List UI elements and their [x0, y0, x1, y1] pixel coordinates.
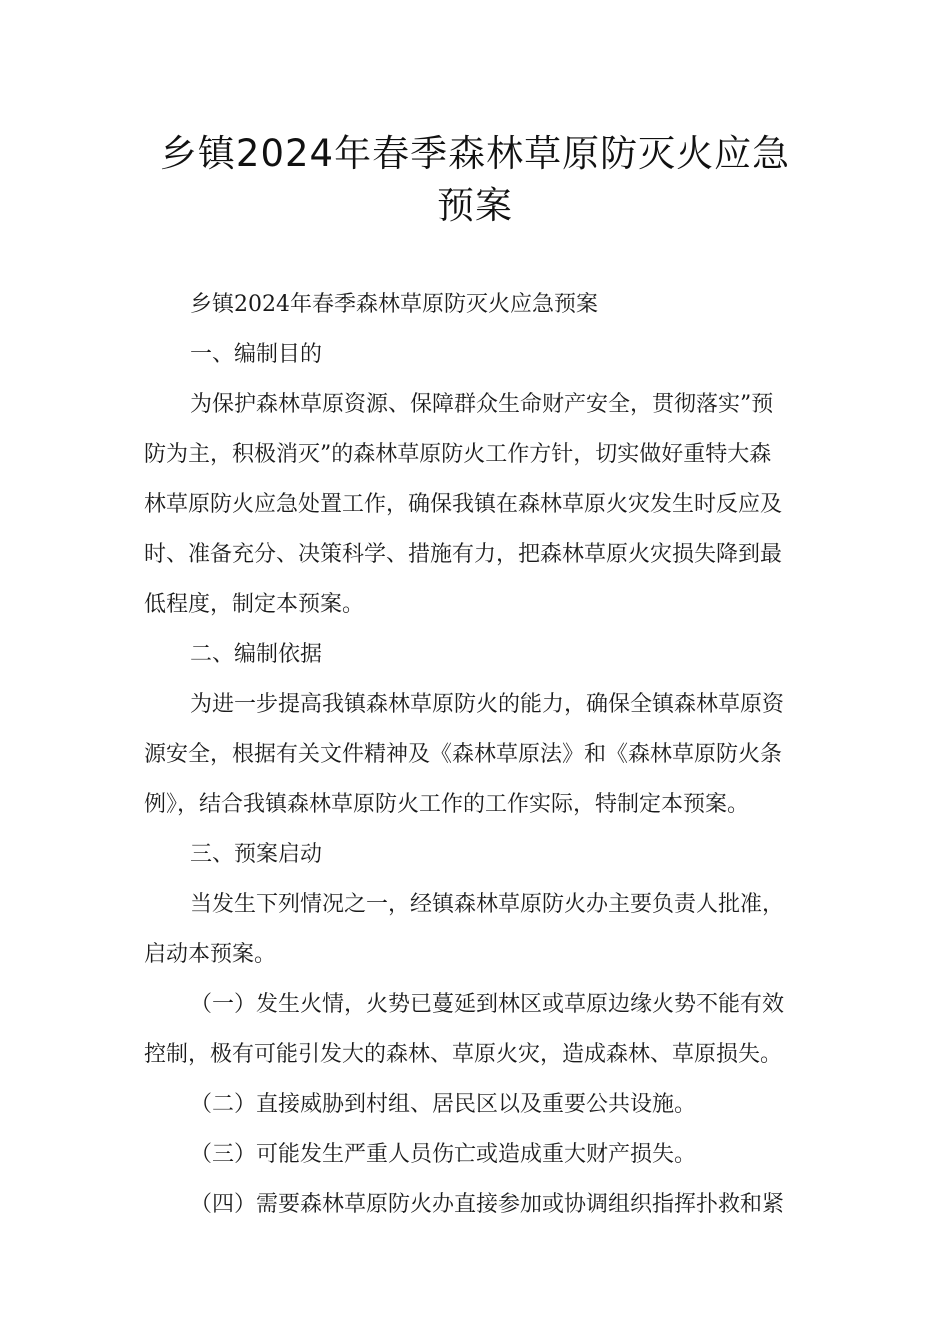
paragraph-purpose [144, 380, 808, 630]
section-heading-activation: 三、预案启动 [190, 842, 323, 867]
paragraph-line: 控制，极有可能引发大的森林、草原火灾，造成森林、草原损失。 [144, 1042, 783, 1067]
list-item-4: （四）需要森林草原防火办直接参加或协调组织指挥扑救和紧 [190, 1192, 785, 1217]
paragraph-line: 为保护森林草原资源、保障群众生命财产安全，贯彻落实”预 [190, 392, 774, 417]
list-item-1 [144, 980, 808, 1080]
title-line-2: 预案 [437, 184, 513, 227]
paragraph-line: 林草原防火应急处置工作，确保我镇在森林草原火灾发生时反应及 [144, 492, 783, 517]
document-body [144, 280, 808, 1230]
list-item-2: （二）直接威胁到村组、居民区以及重要公共设施。 [190, 1092, 697, 1117]
paragraph-line: （一）发生火情，火势已蔓延到林区或草原边缘火势不能有效 [190, 992, 785, 1017]
document-subtitle: 乡镇2024年春季森林草原防灭火应急预案 [190, 292, 598, 317]
paragraph-activation-intro [144, 880, 808, 980]
paragraph-line: 防为主，积极消灭”的森林草原防火工作方针，切实做好重特大森 [144, 442, 772, 467]
paragraph-line: 启动本预案。 [144, 942, 277, 967]
document-title [110, 128, 840, 232]
paragraph-line: 为进一步提高我镇森林草原防火的能力，确保全镇森林草原资 [190, 692, 785, 717]
list-item-3: （三）可能发生严重人员伤亡或造成重大财产损失。 [190, 1142, 697, 1167]
paragraph-line: 低程度，制定本预案。 [144, 592, 365, 617]
paragraph-line: 时、准备充分、决策科学、措施有力，把森林草原火灾损失降到最 [144, 542, 783, 567]
section-heading-purpose: 一、编制目的 [190, 342, 323, 367]
title-line-1: 乡镇2024年春季森林草原防灭火应急 [159, 132, 791, 175]
section-heading-basis: 二、编制依据 [190, 642, 323, 667]
paragraph-line: 例》，结合我镇森林草原防火工作的工作实际，特制定本预案。 [144, 792, 750, 817]
paragraph-basis [144, 680, 808, 830]
paragraph-line: 源安全，根据有关文件精神及《森林草原法》和《森林草原防火条 [144, 742, 783, 767]
paragraph-line: 当发生下列情况之一，经镇森林草原防火办主要负责人批准， [190, 892, 785, 917]
